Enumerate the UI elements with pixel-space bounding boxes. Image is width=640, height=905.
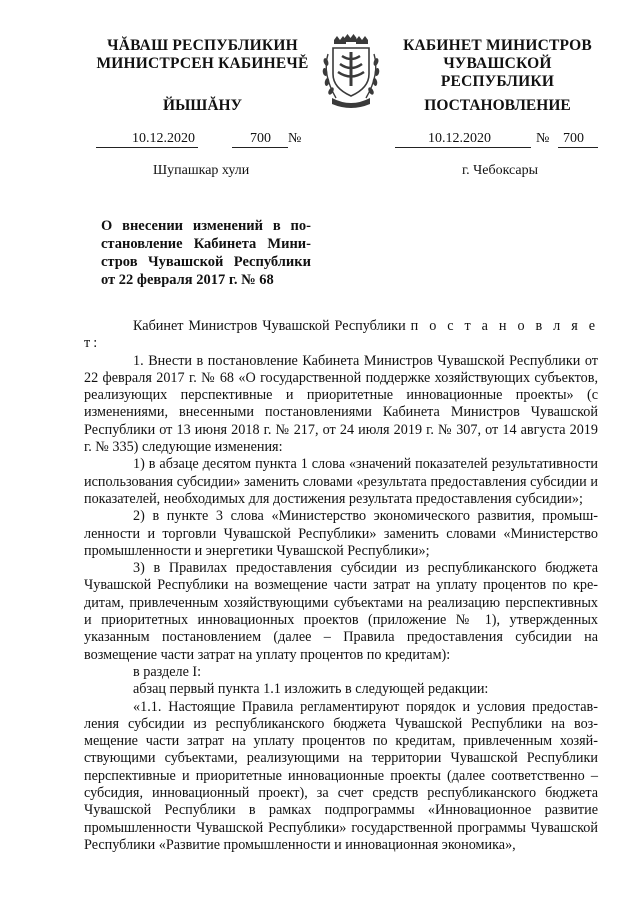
header-left-line1: ЧĂВАШ РЕСПУБЛИКИН (107, 37, 298, 54)
body-paragraph-4: 3) в Правилах предоставления субсидии из республиканского бюджета Чувашской Республики на возмещение части затрат на уплату процентов по кредитам, привлеченным хозяйствующими субъектами на реализацию перспективных и приоритетных инновационных проектов (приложение № 1), утвержденных указанным постановлением (далее – Правила предоставления субсидии на возмещение части затрат на уплату процентов по кредитам): (84, 560, 598, 663)
header-right-number: 700 (563, 131, 584, 146)
header-left-doc-type: ЙЫШĂНУ (163, 97, 242, 114)
header-left-org (95, 37, 310, 73)
body-intro (84, 318, 598, 353)
header-right-number-line (558, 147, 598, 148)
header-right-date: 10.12.2020 (428, 131, 491, 146)
header-right-org (385, 37, 610, 91)
body-paragraph-1: 1. Внести в постановление Кабинета Министров Чувашской Республики от 22 февраля 2017 г. № 68 «О государственной поддержке хозяйствующих субъектов, реализующих перспективные и приоритетные инновационные проекты» (с изменениями, внесенными постановлениями Кабинета Министров Чувашской Республики от 13 июня 2018 г. № 217, от 24 июля 2019 г. № 307, от 14 августа 2019 г. № 335) следующие изменения: (84, 352, 598, 456)
header-right-doc-type: ПОСТАНОВЛЕНИЕ (424, 97, 571, 114)
chuvash-emblem-icon (318, 34, 384, 110)
body-intro-verb: п о с т а н о в л я е т: (84, 318, 598, 352)
header-left-number: 700 (250, 131, 271, 146)
header-left-date: 10.12.2020 (132, 131, 195, 146)
header-right-line2: ЧУВАШСКОЙ РЕСПУБЛИКИ (440, 55, 555, 90)
header-right-line1: КАБИНЕТ МИНИСТРОВ (403, 37, 592, 54)
document-subject: О внесении изменений в постановление Кабинета Министров Чувашской Республики от 22 февраля 2017 г. № 68 (101, 218, 311, 288)
body-intro-text: Кабинет Министров Чувашской Республики (133, 318, 411, 334)
body-paragraph-3: 2) в пункте 3 слова «Министерство экономического развития, промышленности и торговли Чувашской Республики» заменить словами «Министерство промышленности и энергетики Чувашской Республики»; (84, 508, 598, 559)
header-left-city: Шупашкар хули (153, 163, 250, 178)
header-right-date-number (395, 131, 611, 147)
body-paragraph-2: 1) в абзаце десятом пункта 1 слова «значений показателей результативности использования субсидии» заменить словами «результата предоставления субсидии и показателей, необходимых для достижения результата предоставления субсидии»; (84, 456, 598, 507)
header-left-line2: МИНИСТРСЕН КАБИНЕЧĚ (96, 55, 309, 72)
header-left-number-sign: № (288, 131, 302, 146)
header-right-number-sign: № (536, 131, 550, 146)
document-body (84, 318, 598, 854)
body-paragraph-5: в разделе I: (133, 663, 202, 680)
body-paragraph-6: абзац первый пункта 1.1 изложить в следующей редакции: (133, 681, 489, 698)
body-paragraph-7: «1.1. Настоящие Правила регламентируют порядок и условия предоставления субсидии из республиканского бюджета Чувашской Республики на возмещение части затрат на уплату процентов по кредитам, привлеченным хозяйствующими субъектами, реализующими на территории Чувашской Республики перспективные и приоритетные инновационные проекты (далее соответственно – субсидия, инновационный проект), за счет средств республиканского бюджета Чувашской Республики в рамках подпрограммы «Инновационное развитие промышленности Чувашской Республики» государственной программы Чувашской Республики «Развитие промышленности и инновационная экономика», (84, 698, 598, 853)
header-left-number-line (232, 147, 288, 148)
header-left-date-line (96, 147, 198, 148)
header-right-date-line (395, 147, 531, 148)
header-right-city: г. Чебоксары (462, 163, 539, 178)
header-left-date-number (96, 131, 312, 147)
